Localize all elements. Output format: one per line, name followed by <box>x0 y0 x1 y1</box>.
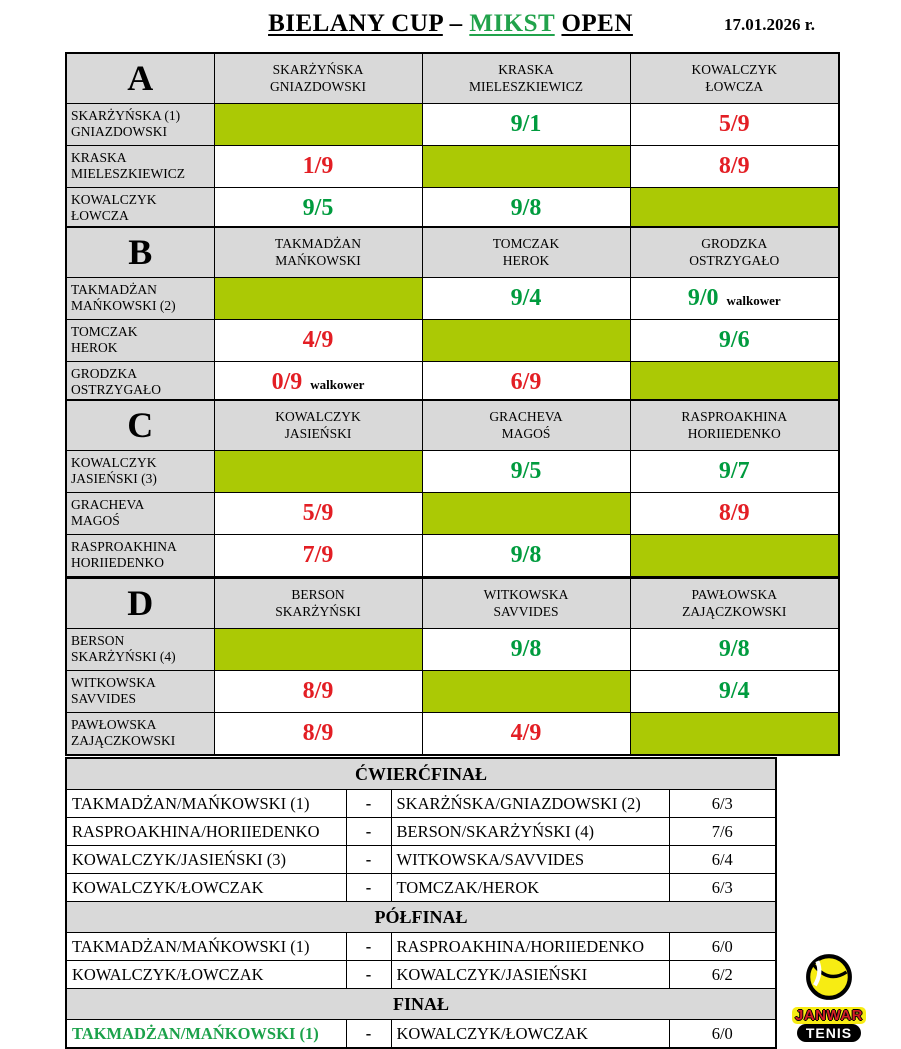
group-letter: A <box>66 53 214 103</box>
match-team1: KOWALCZYK/ŁOWCZAK <box>66 961 346 989</box>
vs-dash: - <box>346 933 391 961</box>
score-cell: 5/9 <box>630 103 839 145</box>
group-letter: B <box>66 227 214 277</box>
group-col-header: WITKOWSKA SAVVIDES <box>422 578 630 628</box>
score-cell: 9/7 <box>630 450 839 492</box>
group-col-header: KOWALCZYK JASIEŃSKI <box>214 400 422 450</box>
diagonal-cell <box>422 145 630 187</box>
vs-dash: - <box>346 1020 391 1049</box>
vs-dash: - <box>346 961 391 989</box>
section-title-final: FINAŁ <box>66 989 776 1020</box>
match-score: 6/0 <box>669 1020 776 1049</box>
match-score: 6/0 <box>669 933 776 961</box>
match-team2: TOMCZAK/HEROK <box>391 874 669 902</box>
group-col-header: TOMCZAK HEROK <box>422 227 630 277</box>
diagonal-cell <box>630 361 839 404</box>
match-team1: KOWALCZYK/ŁOWCZAK <box>66 874 346 902</box>
score-cell: 9/8 <box>422 628 630 670</box>
diagonal-cell <box>630 187 839 230</box>
group-col-header: GRODZKA OSTRZYGAŁO <box>630 227 839 277</box>
score-cell: 4/9 <box>422 712 630 755</box>
group-col-header: RASPROAKHINA HORIIEDENKO <box>630 400 839 450</box>
diagonal-cell <box>214 628 422 670</box>
section-title-quarterfinal: ĆWIERĆFINAŁ <box>66 758 776 790</box>
diagonal-cell <box>630 712 839 755</box>
group-col-header: GRACHEVA MAGOŚ <box>422 400 630 450</box>
score-cell: 7/9 <box>214 534 422 577</box>
vs-dash: - <box>346 846 391 874</box>
match-row <box>66 874 776 902</box>
diagonal-cell <box>214 277 422 319</box>
match-row <box>66 961 776 989</box>
group-col-header: KOWALCZYK ŁOWCZA <box>630 53 839 103</box>
score-cell: 8/9 <box>214 712 422 755</box>
match-team2: BERSON/SKARŻYŃSKI (4) <box>391 818 669 846</box>
match-team2: SKARŻŃSKA/GNIAZDOWSKI (2) <box>391 790 669 818</box>
score-cell: 0/9 walkower <box>214 361 422 404</box>
match-score: 6/3 <box>669 874 776 902</box>
group-col-header: SKARŻYŃSKA GNIAZDOWSKI <box>214 53 422 103</box>
match-row <box>66 1020 776 1049</box>
match-row <box>66 790 776 818</box>
group-letter: C <box>66 400 214 450</box>
team-row-label: KOWALCZYK ŁOWCZA <box>66 187 214 230</box>
match-row <box>66 846 776 874</box>
group-col-header: PAWŁOWSKA ZAJĄCZKOWSKI <box>630 578 839 628</box>
group-col-header: TAKMADŻAN MAŃKOWSKI <box>214 227 422 277</box>
vs-dash: - <box>346 874 391 902</box>
logo-janwar-text: JANWAR <box>792 1007 866 1024</box>
match-row <box>66 933 776 961</box>
score-cell: 9/5 <box>422 450 630 492</box>
vs-dash: - <box>346 790 391 818</box>
match-team1: RASPROAKHINA/HORIIEDENKO <box>66 818 346 846</box>
group-c-table <box>65 399 840 578</box>
score-cell: 9/8 <box>422 534 630 577</box>
score-cell: 6/9 <box>422 361 630 404</box>
score-cell: 9/0 walkower <box>630 277 839 319</box>
match-team1: TAKMADŻAN/MAŃKOWSKI (1) <box>66 790 346 818</box>
match-team2: KOWALCZYK/JASIEŃSKI <box>391 961 669 989</box>
score-cell: 9/1 <box>422 103 630 145</box>
vs-dash: - <box>346 818 391 846</box>
score-cell: 9/6 <box>630 319 839 361</box>
group-letter: D <box>66 578 214 628</box>
match-score: 6/3 <box>669 790 776 818</box>
diagonal-cell <box>214 103 422 145</box>
janwar-tenis-logo <box>783 952 875 1043</box>
score-cell: 9/8 <box>422 187 630 230</box>
match-score: 6/2 <box>669 961 776 989</box>
match-team1: KOWALCZYK/JASIEŃSKI (3) <box>66 846 346 874</box>
diagonal-cell <box>422 670 630 712</box>
score-cell: 4/9 <box>214 319 422 361</box>
knockout-table <box>65 757 777 1049</box>
score-cell: 5/9 <box>214 492 422 534</box>
diagonal-cell <box>422 492 630 534</box>
group-col-header: BERSON SKARŻYŃSKI <box>214 578 422 628</box>
team-row-label: PAWŁOWSKA ZAJĄCZKOWSKI <box>66 712 214 755</box>
group-a-table <box>65 52 840 231</box>
team-row-label: RASPROAKHINA HORIIEDENKO <box>66 534 214 577</box>
diagonal-cell <box>422 319 630 361</box>
match-row <box>66 818 776 846</box>
title-cup: BIELANY CUP <box>268 10 443 37</box>
group-col-header: KRASKA MIELESZKIEWICZ <box>422 53 630 103</box>
match-score: 6/4 <box>669 846 776 874</box>
group-b-table <box>65 226 840 405</box>
team-row-label: KOWALCZYK JASIEŃSKI (3) <box>66 450 214 492</box>
team-row-label: TOMCZAK HEROK <box>66 319 214 361</box>
title-dash: – <box>442 10 470 37</box>
logo-tenis-text: TENIS <box>797 1024 861 1042</box>
team-row-label: TAKMADŻAN MAŃKOWSKI (2) <box>66 277 214 319</box>
score-cell: 8/9 <box>630 145 839 187</box>
diagonal-cell <box>630 534 839 577</box>
score-cell: 8/9 <box>630 492 839 534</box>
score-cell: 9/8 <box>630 628 839 670</box>
team-row-label: KRASKA MIELESZKIEWICZ <box>66 145 214 187</box>
section-title-semifinal: PÓŁFINAŁ <box>66 902 776 933</box>
group-d-table <box>65 577 840 756</box>
diagonal-cell <box>214 450 422 492</box>
team-row-label: WITKOWSKA SAVVIDES <box>66 670 214 712</box>
score-cell: 8/9 <box>214 670 422 712</box>
match-score: 7/6 <box>669 818 776 846</box>
match-team2: RASPROAKHINA/HORIIEDENKO <box>391 933 669 961</box>
score-cell: 9/4 <box>630 670 839 712</box>
match-team1: TAKMADŻAN/MAŃKOWSKI (1) <box>66 933 346 961</box>
team-row-label: GRODZKA OSTRZYGAŁO <box>66 361 214 404</box>
match-team2: WITKOWSKA/SAVVIDES <box>391 846 669 874</box>
team-row-label: SKARŻYŃSKA (1) GNIAZDOWSKI <box>66 103 214 145</box>
match-team2: KOWALCZYK/ŁOWCZAK <box>391 1020 669 1049</box>
title-mikst: MIKST <box>469 10 555 37</box>
score-cell: 9/4 <box>422 277 630 319</box>
score-cell: 1/9 <box>214 145 422 187</box>
title-open: OPEN <box>561 10 633 37</box>
score-cell: 9/5 <box>214 187 422 230</box>
match-team1-winner: TAKMADŻAN/MAŃKOWSKI (1) <box>66 1020 346 1049</box>
tennis-ball-icon <box>804 952 854 1002</box>
team-row-label: BERSON SKARŻYŃSKI (4) <box>66 628 214 670</box>
team-row-label: GRACHEVA MAGOŚ <box>66 492 214 534</box>
event-date: 17.01.2026 r. <box>724 15 815 34</box>
